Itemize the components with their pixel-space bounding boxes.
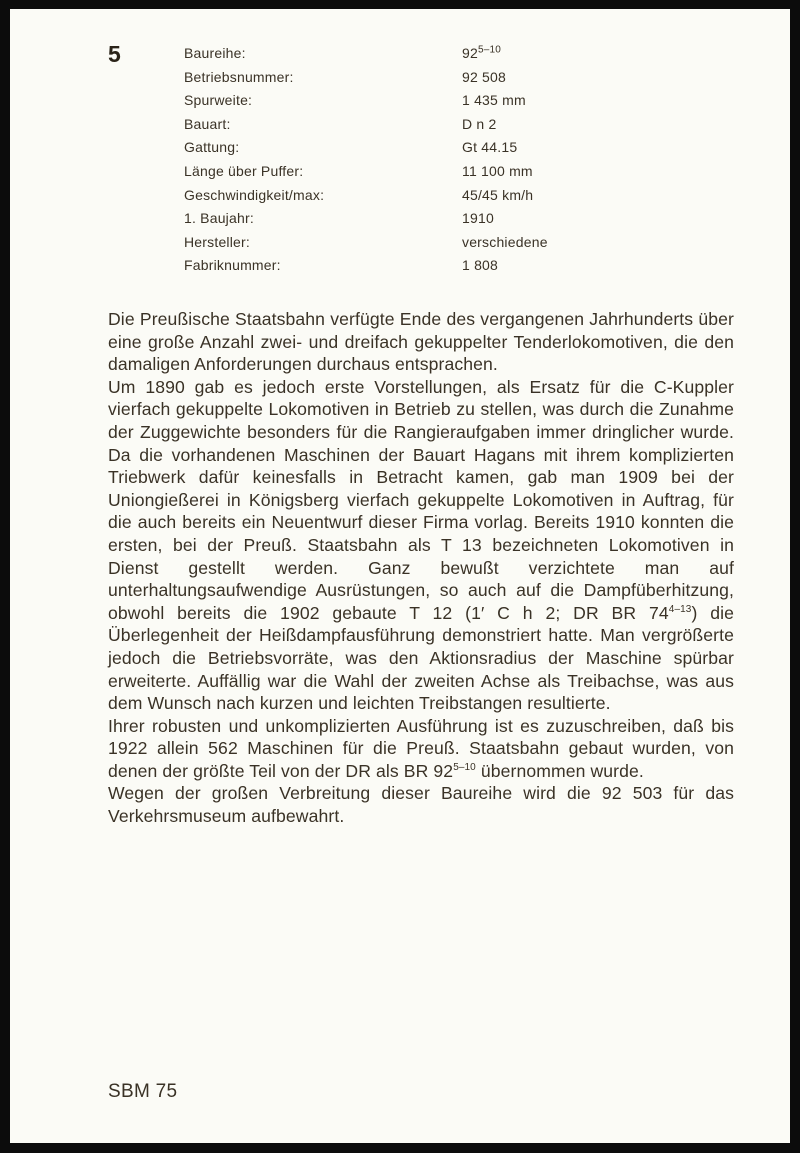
spec-value	[462, 42, 604, 66]
spec-row-bauart	[184, 113, 604, 137]
spec-label: Baureihe:	[184, 45, 246, 61]
spec-label: Gattung:	[184, 139, 240, 156]
spec-row-fabriknummer	[184, 254, 604, 278]
body-text	[108, 308, 734, 828]
spec-value-superscript: 5–10	[477, 44, 502, 56]
spec-row-laenge	[184, 160, 604, 184]
paragraph-museum: Wegen der großen Verbreitung dieser Baureihe wird die 92 503 für das Verkehrsmuseum aufbewahrt.	[108, 783, 734, 827]
card	[10, 9, 790, 1143]
spec-label: 1. Baujahr:	[184, 210, 254, 227]
spec-label: Spurweite:	[184, 92, 253, 109]
spec-value: 11 100 mm	[462, 162, 533, 179]
spec-row-betriebsnummer	[184, 66, 604, 90]
spec-row-spurweite	[184, 89, 604, 113]
spec-row-geschwindigkeit	[184, 184, 604, 208]
spec-value: 92 508	[462, 68, 507, 85]
paragraph-history	[108, 376, 734, 715]
spec-row-hersteller	[184, 231, 604, 255]
spec-label: Bauart:	[184, 115, 231, 132]
spec-value: 1910	[462, 210, 494, 227]
spec-value: 1 435 mm	[462, 92, 526, 109]
paragraph-production-part1: Ihrer robusten und unkomplizierten Ausführung ist es zuzuschreiben, daß bis 1922 allein 562 Maschinen für die Preuß. Staatsbahn gebaut wurden, von denen der größte Teil von der DR als BR 92	[108, 715, 734, 781]
spec-label: Geschwindigkeit/max:	[184, 186, 325, 203]
paragraph-production-superscript: 5–10	[453, 762, 476, 774]
spec-label: Länge über Puffer:	[184, 162, 304, 179]
spec-row-gattung	[184, 136, 604, 160]
spec-row-baureihe	[184, 42, 604, 66]
footer-code: SBM 75	[108, 1081, 178, 1102]
spec-table	[184, 42, 604, 278]
spec-row-baujahr	[184, 207, 604, 231]
paragraph-production-part2: übernommen wurde.	[475, 760, 644, 781]
paragraph-history-part1: Um 1890 gab es jedoch erste Vorstellungen, als Ersatz für die C-Kuppler vierfach gekuppelte Lokomotiven in Betrieb zu stellen, was durch die Zunahme der Zuggewichte besonders für die Rangieraufgaben immer dringlicher wurde. Da die vorhandenen Maschinen der Bauart Hagans mit ihrem komplizierten Triebwerk dafür keinesfalls in Betracht kamen, gab man 1909 bei der Uniongießerei in Königsberg vierfach gekuppelte Lokomotiven in Auftrag, für die auch bereits ein Neuentwurf dieser Firma vorlag. Bereits 1910 konnten die ersten, bei der Preuß. Staatsbahn als T 13 bezeichneten Lokomotiven in Dienst gestellt werden. Ganz bewußt verzichtete man auf unterhaltungsaufwendige Ausrüstungen, so auch auf die Dampfüberhitzung, obwohl bereits die 1902 gebaute T 12 (1′ C h 2; DR BR 74	[108, 376, 734, 623]
spec-label: Fabriknummer:	[184, 257, 281, 274]
spec-value: verschiedene	[462, 233, 548, 250]
card-number: 5	[108, 41, 121, 67]
spec-label: Betriebsnummer:	[184, 68, 294, 85]
spec-label: Hersteller:	[184, 233, 250, 250]
spec-value: 1 808	[462, 257, 499, 274]
spec-value: 45/45 km/h	[462, 186, 534, 203]
spec-value-text: 92	[462, 45, 478, 61]
paragraph-history-part2: ) die Überlegenheit der Heißdampfausführung demonstriert hatte. Man vergrößerte jedoch die Betriebsvorräte, was den Aktionsradius der Maschine spürbar erweiterte. Auffällig war die Wahl der zweiten Achse als Treibachse, was aus dem Wunsch nach kurzen und leichten Treibstangen resultierte.	[108, 602, 734, 714]
paragraph-production	[108, 715, 734, 783]
spec-value: Gt 44.15	[462, 139, 518, 156]
paragraph-intro: Die Preußische Staatsbahn verfügte Ende des vergangenen Jahrhunderts über eine große Anzahl zwei- und dreifach gekuppelter Tenderlokomotiven, die den damaligen Anforderungen durchaus entsprachen.	[108, 309, 734, 375]
paragraph-history-superscript: 4–13	[668, 603, 692, 615]
spec-value: D n 2	[462, 115, 497, 132]
